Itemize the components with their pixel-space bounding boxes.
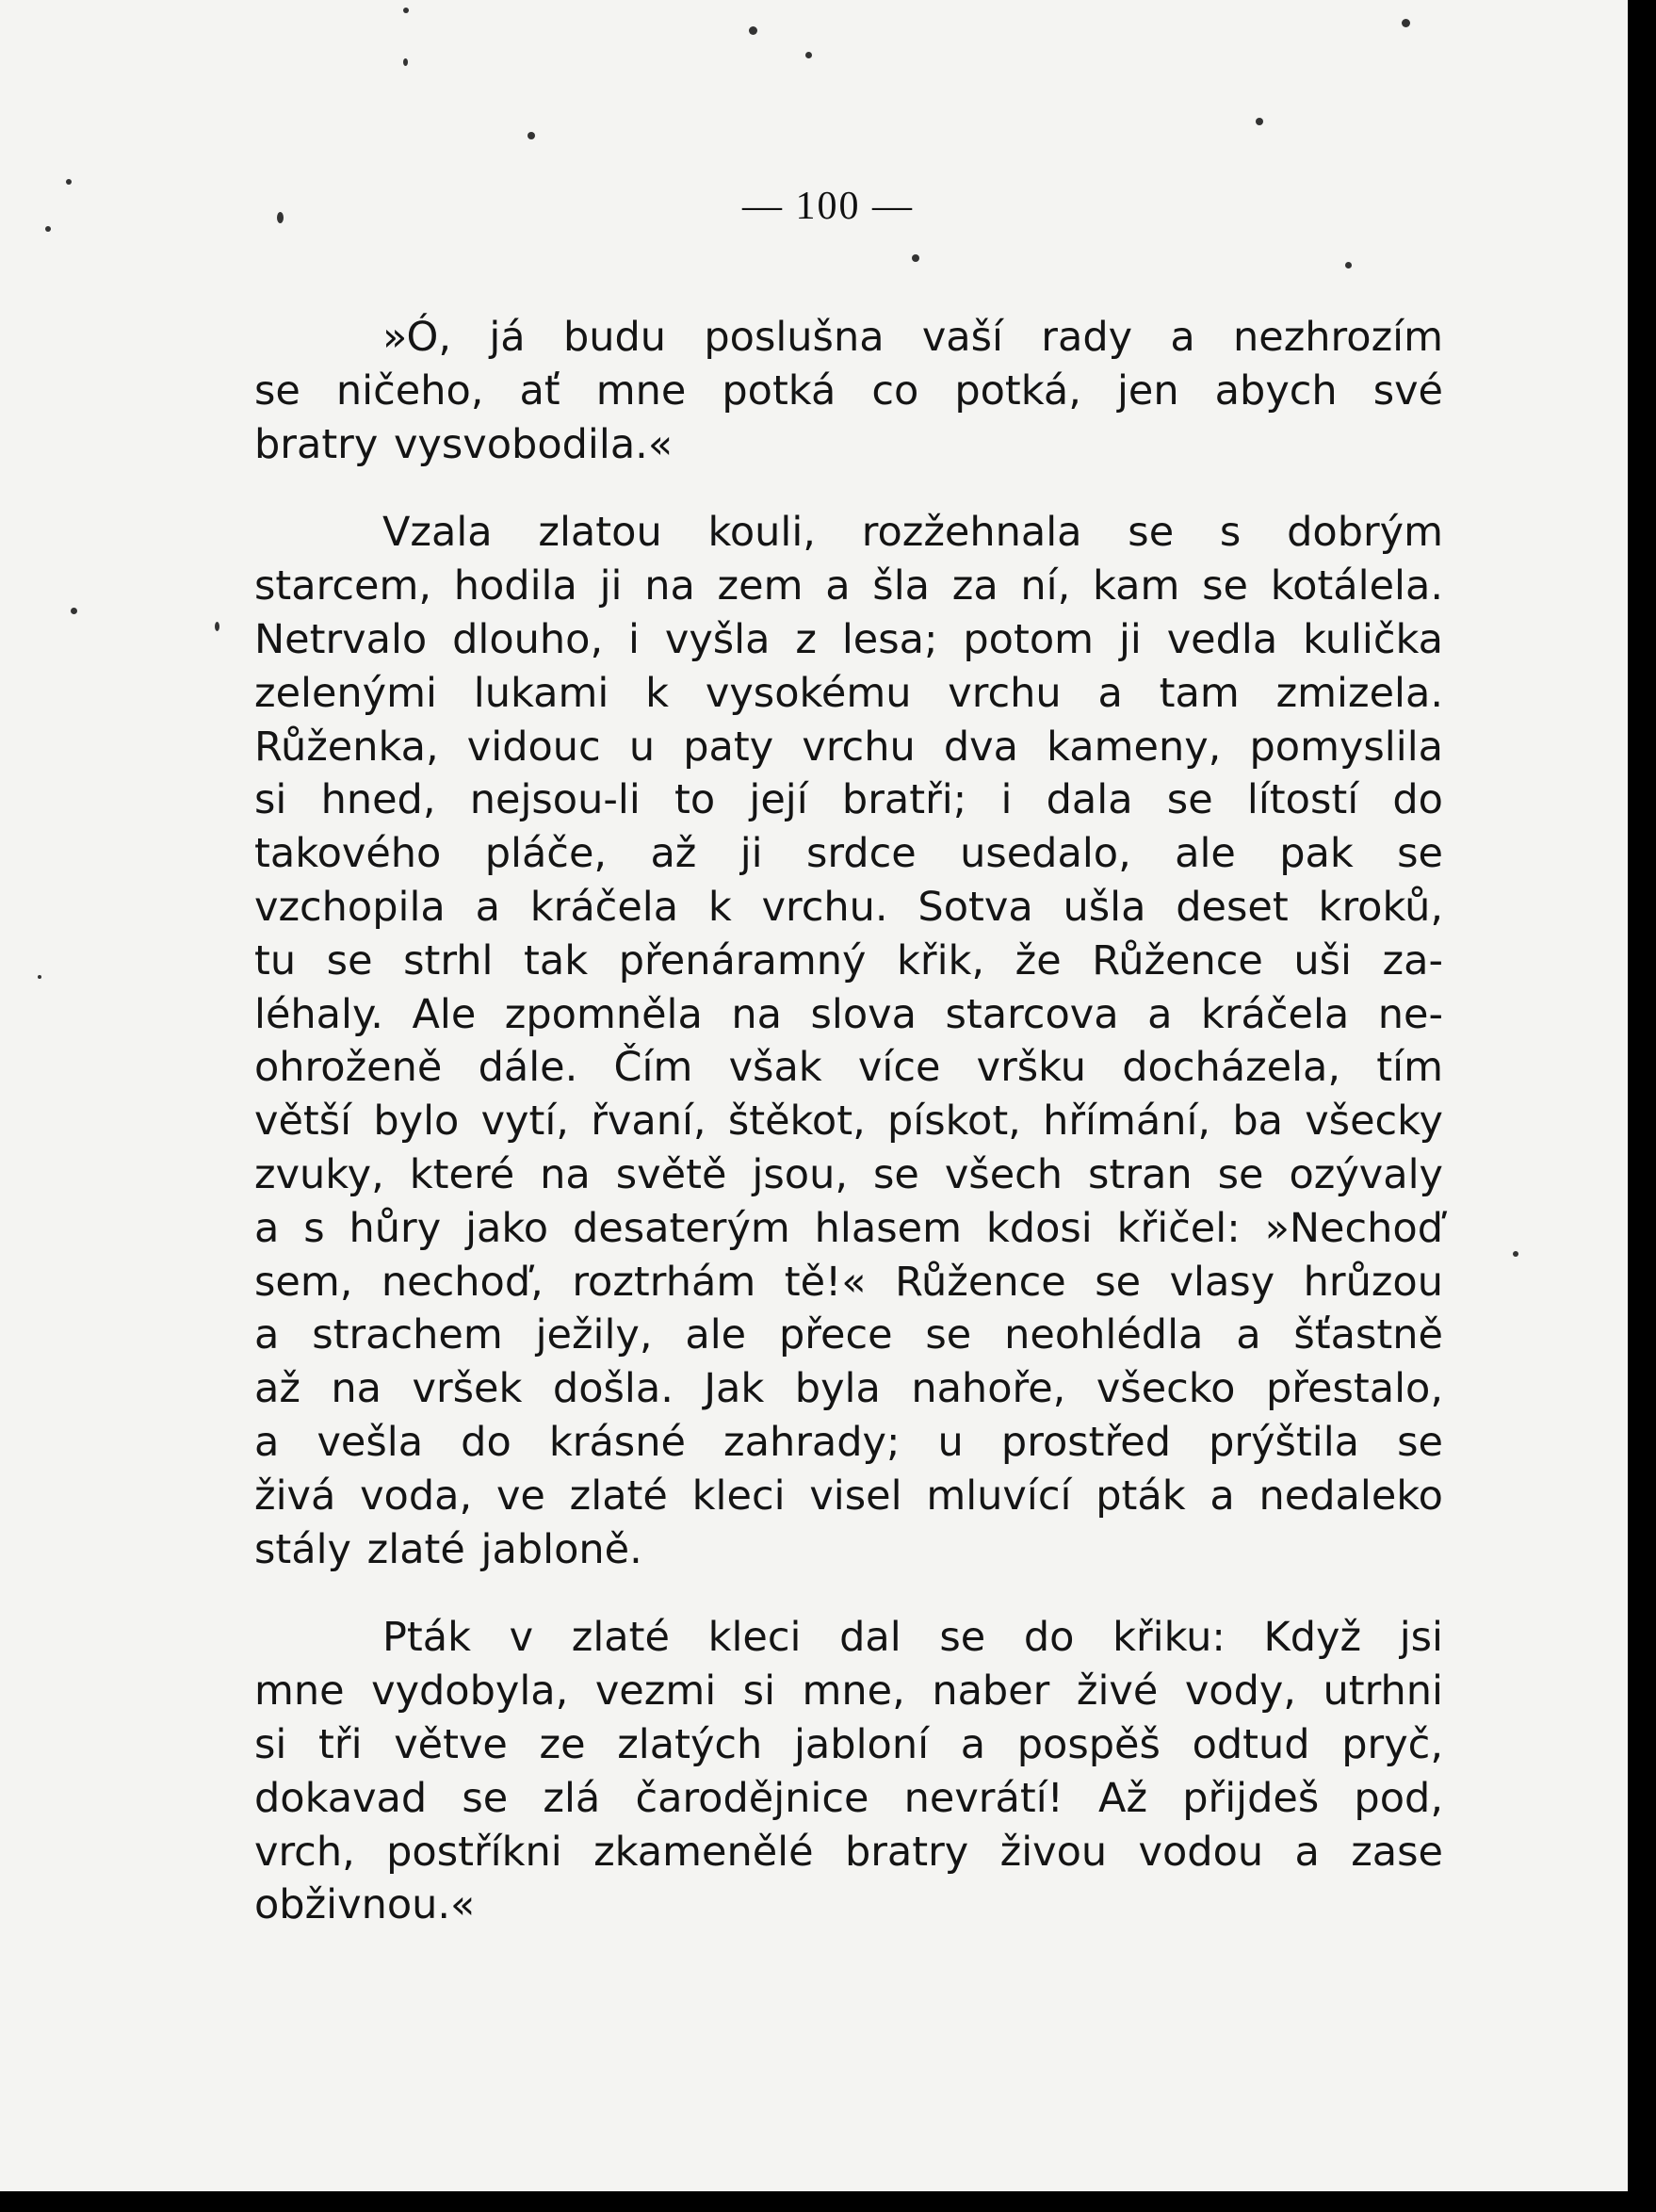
text-line: stály zlaté jabloně. (254, 1525, 642, 1573)
print-speck (38, 975, 41, 979)
text-line: obživnou.« (254, 1881, 476, 1929)
text-line: a strachem ježily, ale přece se neohlédla a šťastně (254, 1311, 1443, 1359)
text-line: Vzala zlatou kouli, rozžehnala se s dobrým (382, 509, 1443, 557)
print-speck (1345, 262, 1352, 268)
text-line: ohroženě dále. Čím však více vršku docházela, tím (254, 1044, 1443, 1092)
paragraph-gap (254, 471, 1443, 506)
text-line: a s hůry jako desaterým hlasem kdosi křičel: »Nechoď (254, 1204, 1443, 1252)
text-line: léhaly. Ale zpomněla na slova starcova a kráčela ne- (254, 990, 1443, 1038)
print-speck (215, 622, 219, 631)
text-line: se ničeho, ať mne potká co potká, jen abych své (254, 366, 1443, 415)
print-speck (403, 8, 409, 13)
print-speck (805, 52, 812, 58)
text-line: sem, nechoď, roztrhám tě!« Růžence se vlasy hrůzou (254, 1258, 1443, 1306)
text-line: zelenými lukami k vysokému vrchu a tam zmizela. (254, 669, 1443, 717)
text-line: Růženka, vidouc u paty vrchu dva kameny, pomyslila (254, 723, 1443, 771)
print-speck (1402, 19, 1410, 27)
text-line: až na vršek došla. Jak byla nahoře, všecko přestalo, (254, 1365, 1443, 1413)
print-speck (528, 132, 535, 139)
paragraph-2 (254, 506, 1443, 1576)
text-line: Netrvalo dlouho, i vyšla z lesa; potom ji vedla kulička (254, 615, 1443, 663)
text-line: starcem, hodila ji na zem a šla za ní, kam se kotálela. (254, 562, 1443, 610)
text-line: »Ó, já budu poslušna vaší rady a nezhrozím (382, 314, 1443, 361)
scan-border-bottom (0, 2191, 1656, 2212)
print-speck (912, 254, 919, 262)
paragraph-3 (254, 1611, 1443, 1932)
paragraph-gap (254, 1576, 1443, 1611)
text-line: větší bylo vytí, řvaní, štěkot, pískot, hřímání, ba všecky (254, 1098, 1443, 1146)
text-line: vrch, postříkni zkamenělé bratry živou vodou a zase (254, 1828, 1443, 1876)
text-line: živá voda, ve zlaté kleci visel mluvící pták a nedaleko (254, 1472, 1443, 1520)
text-line: a vešla do krásné zahrady; u prostřed prýštila se (254, 1418, 1443, 1466)
text-line: Pták v zlaté kleci dal se do křiku: Když jsi (382, 1614, 1443, 1662)
scan-border-right (1628, 0, 1656, 2212)
print-speck (403, 58, 408, 66)
text-line: si hned, nejsou-li to její bratři; i dala se lítostí do (254, 776, 1443, 824)
text-line: bratry vysvobodila.« (254, 420, 674, 468)
page-number: — 100 — (742, 185, 914, 228)
text-line: vzchopila a kráčela k vrchu. Sotva ušla deset kroků, (254, 883, 1443, 931)
print-speck (71, 608, 77, 614)
text-line: tu se strhl tak přenáramný křik, že Růžence uši za- (254, 936, 1443, 984)
paragraph-1 (254, 311, 1443, 471)
text-body (254, 311, 1443, 1932)
text-line: mne vydobyla, vezmi si mne, naber živé vody, utrhni (254, 1667, 1443, 1716)
print-speck (749, 26, 757, 35)
text-line: takového pláče, až ji srdce usedalo, ale pak se (254, 830, 1443, 878)
text-line: si tři větve ze zlatých jabloní a pospěš odtud pryč, (254, 1720, 1443, 1768)
text-line: dokavad se zlá čarodějnice nevrátí! Až přijdeš pod, (254, 1774, 1443, 1822)
text-line: zvuky, které na světě jsou, se všech stran se ozývaly (254, 1150, 1443, 1198)
print-speck (1513, 1251, 1518, 1257)
print-speck (1256, 118, 1263, 125)
